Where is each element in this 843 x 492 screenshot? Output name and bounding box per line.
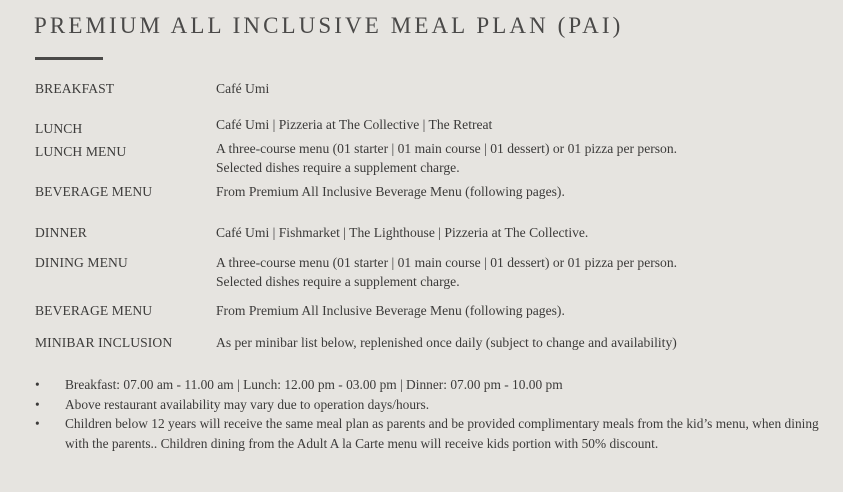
row-value-lunch: Café Umi | Pizzeria at The Collective | The Retreat [216,117,493,132]
row-label-breakfast: BREAKFAST [35,81,115,96]
row-value-breakfast: Café Umi [216,81,270,96]
title-underline [35,57,103,60]
page-title: PREMIUM ALL INCLUSIVE MEAL PLAN (PAI) [34,13,624,38]
list-item [35,414,825,453]
row-value-minibar-inclusion: As per minibar list below, replenished once daily (subject to change and availability) [216,335,677,350]
row-label-lunch-menu: LUNCH MENU [35,144,127,159]
row-value-dinner: Café Umi | Fishmarket | The Lighthouse | Pizzeria at The Collective. [216,225,589,240]
row-value-dining-menu-line2: Selected dishes require a supplement charge. [216,274,460,289]
row-label-dining-menu: DINING MENU [35,255,128,270]
row-label-lunch: LUNCH [35,121,83,136]
row-value-dining-menu-line1: A three-course menu (01 starter | 01 main course | 01 dessert) or 01 pizza per person. [216,255,678,270]
bullet-icon: • [35,377,40,392]
row-label-minibar-inclusion: MINIBAR INCLUSION [35,335,173,350]
notes-list [35,375,825,453]
row-label-beverage-menu-lunch: BEVERAGE MENU [35,184,153,199]
note-children-policy: Children below 12 years will receive the same meal plan as parents and be provided complimentary meals from the kid’s menu, when dining with the parents.. Children dining from the Adult A la Carte menu will receive kids portion with 50% discount. [65,416,819,451]
row-value-beverage-menu-lunch: From Premium All Inclusive Beverage Menu (following pages). [216,184,565,199]
list-item [35,375,825,395]
note-hours: Breakfast: 07.00 am - 11.00 am | Lunch: 12.00 pm - 03.00 pm | Dinner: 07.00 pm - 10.00 pm [65,377,563,392]
row-label-dinner: DINNER [35,225,87,240]
row-label-beverage-menu-dinner: BEVERAGE MENU [35,303,153,318]
row-value-lunch-menu-line2: Selected dishes require a supplement charge. [216,160,460,175]
list-item [35,395,825,415]
row-value-beverage-menu-dinner: From Premium All Inclusive Beverage Menu (following pages). [216,303,565,318]
row-value-lunch-menu-line1: A three-course menu (01 starter | 01 main course | 01 dessert) or 01 pizza per person. [216,141,678,156]
bullet-icon: • [35,416,40,431]
note-availability: Above restaurant availability may vary due to operation days/hours. [65,396,430,412]
bullet-icon: • [35,396,40,412]
